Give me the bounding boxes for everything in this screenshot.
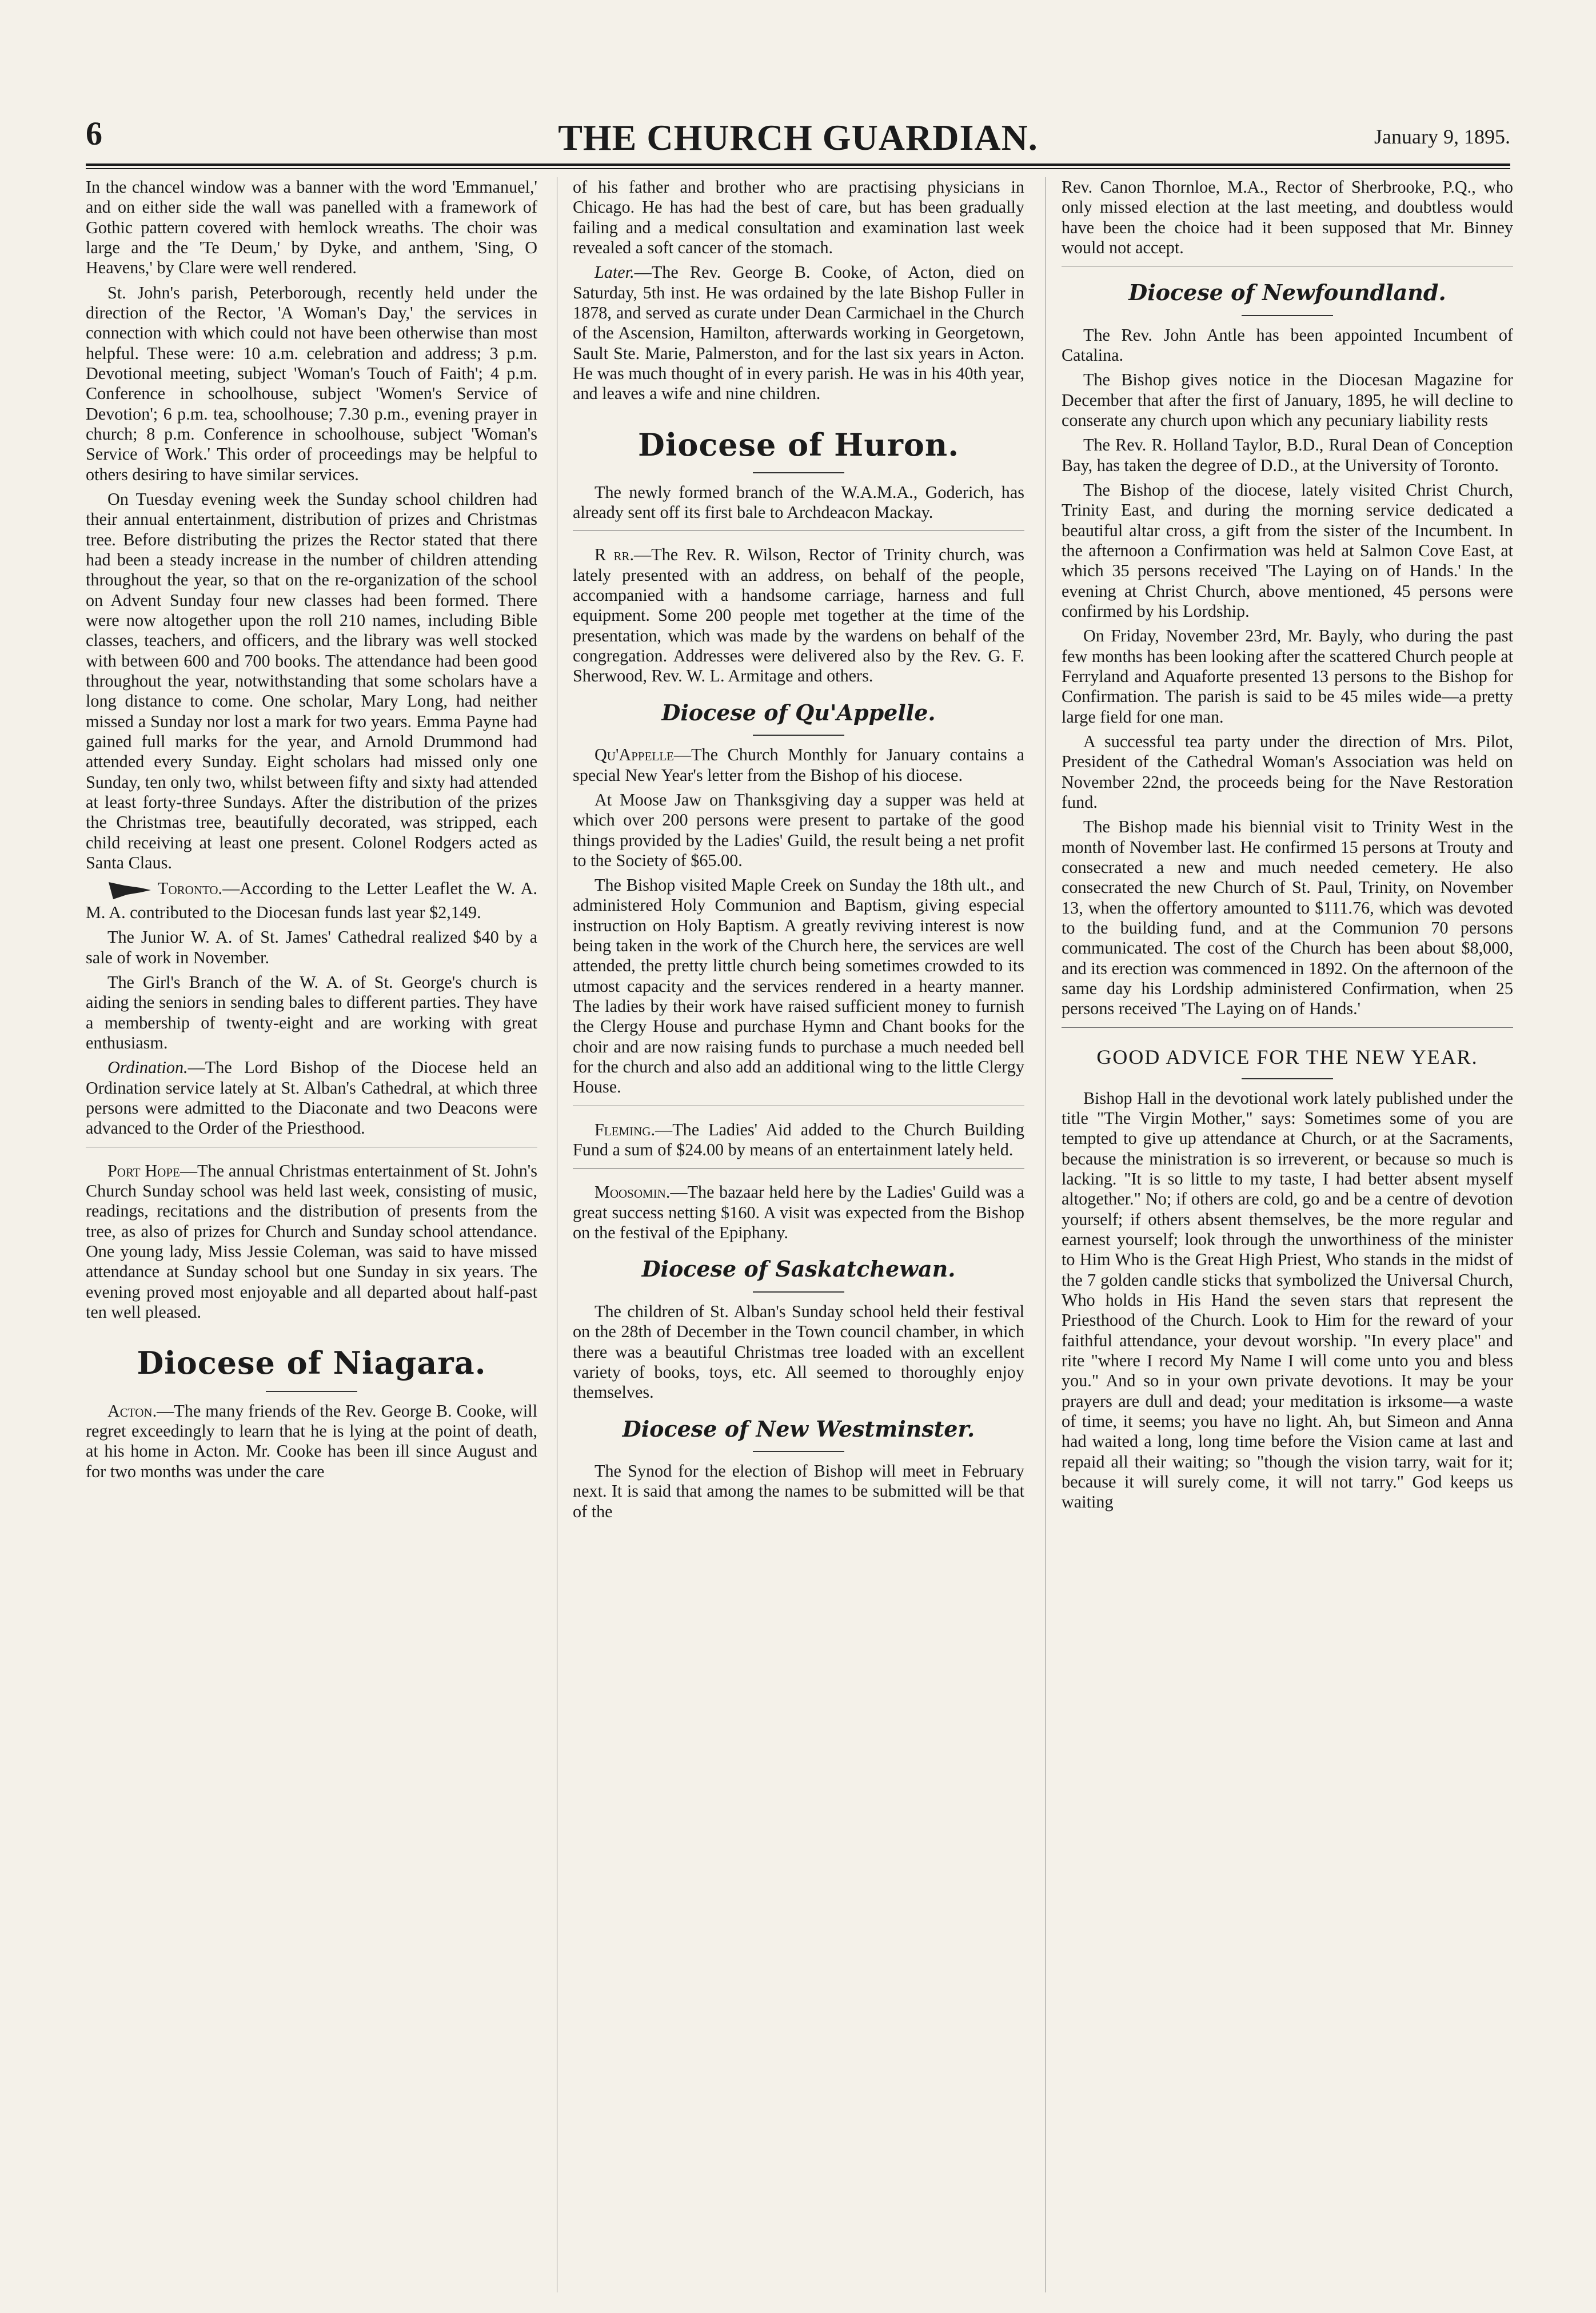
paragraph: The Girl's Branch of the W. A. of St. George's church is aiding the seniors in sending bales to different parties. They have a membership of twenty-eight and are working with great enthusiasm. (86, 972, 537, 1053)
section-divider (1062, 1027, 1513, 1028)
paragraph (573, 545, 1024, 686)
paragraph: The Bishop gives notice in the Diocesan Magazine for December that after the first of January, 1895, he will decline to conserate any church upon which any pecuniary liability rests (1062, 370, 1513, 430)
section-heading-good-advice: GOOD ADVICE FOR THE NEW YEAR. (1096, 1045, 1478, 1068)
masthead-rule-thin (86, 168, 1510, 169)
paragraph: On Tuesday evening week the Sunday school children had their annual entertainment, distribution of prizes and Christmas tree. Before distributing the prizes the Rector stated that there had been a steady increase in the number of children attending throughout the year, so that on the re-organization of the school on Advent Sunday four new classes had been formed. There were now altogether upon the roll 210 names, including Bible classes, teachers, and officers, and the library was well stocked with between 600 and 700 books. The attendance had been good throughout the year, notwithstanding that some scholars have a long distance to come. One scholar, Mary Long, had neither missed a Sunday nor lost a mark for two years. Emma Payne had gained full marks for the year, and Arnold Drummond had attended every Sunday. Eight scholars had missed only one Sunday, ten only two, whilst between fifty and sixty had attended at least forty-three Sundays. After the distribution of the prizes the Christmas tree, beautifully decorated, was stripped, each child receiving at least one present. Colonel Rodgers acted as Santa Claus. (86, 489, 537, 872)
paragraph: Rev. Canon Thornloe, M.A., Rector of Sherbrooke, P.Q., who only missed election at the last meeting, and doubtless would have been the choice had it been supposed that Mr. Binney would not accept. (1062, 177, 1513, 257)
heading-rule (1242, 315, 1333, 316)
paragraph-lead: Qu'Appelle (594, 745, 674, 765)
paragraph-lead: Ordination. (107, 1058, 188, 1078)
paragraph: The Bishop made his biennial visit to Trinity West in the month of November last. He confirmed 15 persons at Trouty and consecrated a new and much needed cemetery. He also consecrated the new Church of St. Paul, Trinity, on November 13, when the offertory amounted to $111.76, which was devoted to the building fund, and at the Communion 70 persons communicated. The cost of the Church has been about $8,000, and its erection was commenced in 1892. On the afternoon of the same day his Lordship administered Confirmation, when 25 persons received 'The Laying on of Hands.' (1062, 817, 1513, 1019)
column-3 (1062, 177, 1513, 2298)
section-divider (573, 1168, 1024, 1169)
section-heading-quappelle: Diocese of Qu'Appelle. (661, 699, 936, 725)
paragraph: At Moose Jaw on Thanksgiving day a supper was held at which over 200 persons were present to partake of the good things provided by the Ladies' Guild, the result being a net profit to the Society of $65.00. (573, 789, 1024, 870)
paragraph: The Junior W. A. of St. James' Cathedral realized $40 by a sale of work in November. (86, 927, 537, 967)
paragraph (573, 1182, 1024, 1243)
paragraph: The Rev. R. Holland Taylor, B.D., Rural Dean of Conception Bay, has taken the degree of D.D., at the University of Toronto. (1062, 435, 1513, 475)
paragraph: The Rev. John Antle has been appointed Incumbent of Catalina. (1062, 325, 1513, 365)
paragraph (86, 1401, 537, 1482)
paragraph-lead: Moosomin. (594, 1182, 671, 1202)
section-heading-saskatchewan: Diocese of Saskatchewan. (641, 1256, 956, 1282)
paragraph: The children of St. Alban's Sunday school held their festival on the 28th of December in the Town council chamber, in which there was a beautiful Christmas tree loaded with an excellent variety of books, toys, etc. All seemed to thoroughly enjoy themselves. (573, 1301, 1024, 1402)
issue-date: January 9, 1895. (1374, 125, 1510, 148)
column-1 (86, 177, 537, 2298)
paragraph-lead: Port Hope (107, 1161, 180, 1181)
paragraph-text: —The Rev. R. Wilson, Rector of Trinity church, was lately presented with an address, on behalf of the people, accompanied with a handsome carriage, harness and full equipment. Some 200 people met together at the time of the presentation, which was made by the wardens on behalf of the congregation. Addresses were delivered also by the Rev. G. F. Sherwood, Rev. W. L. Armitage and others. (573, 545, 1024, 686)
paragraph: In the chancel window was a banner with the word 'Emmanuel,' and on either side the wall was panelled with a framework of Gothic pattern covered with hemlock wreaths. The choir was large and the 'Te Deum,' by Dyke, and anthem, 'Sing, O Heavens,' by Clare were well rendered. (86, 177, 537, 278)
section-heading-niagara: Diocese of Niagara. (137, 1345, 486, 1382)
masthead-rule (86, 163, 1510, 166)
heading-rule (753, 472, 844, 473)
paragraph: On Friday, November 23rd, Mr. Bayly, who during the past few months has been looking after the scattered Church people at Ferryland and Aquaforte presented 13 persons to the Bishop for Confirmation. The parish is said to be 45 miles wide—a pretty large field for one man. (1062, 626, 1513, 727)
pointing-hand-icon (107, 878, 153, 903)
paragraph-lead: R rr. (594, 545, 635, 565)
paragraph (573, 745, 1024, 785)
paragraph (86, 878, 537, 923)
newspaper-title: THE CHURCH GUARDIAN. (558, 117, 1038, 158)
paragraph (86, 1058, 537, 1138)
paragraph-lead: Fleming. (594, 1119, 655, 1139)
paragraph: St. John's parish, Peterborough, recently held under the direction of the Rector, 'A Woman's Day,' the services in connection with which could not have been otherwise than most helpful. These were: 10 a.m. celebration and address; 3 p.m. Devotional meeting, subject 'Woman's Touch of Faith'; 4 p.m. Conference in schoolhouse, subject 'Women's Service of Devotion'; 6 p.m. tea, schoolhouse; 7.30 p.m., evening prayer in church; 8 p.m. Conference in schoolhouse, subject 'Woman's Service of Work.' This order of proceedings may be helpful to others desiring to have similar services. (86, 282, 537, 484)
column-2 (573, 177, 1024, 2298)
paragraph-text: —The Rev. George B. Cooke, of Acton, died on Saturday, 5th inst. He was ordained by the late Bishop Fuller in 1878, and served as curate under Dean Carmichael in the Church of the Ascension, Hamilton, afterwards working in Georgetown, Sault Ste. Marie, Palmerston, and for the last six years in Acton. He was much thought of in every parish. He was in his 40th year, and leaves a wife and nine children. (573, 262, 1024, 404)
paragraph: Bishop Hall in the devotional work lately published under the title "The Virgin Mother," says: Sometimes some of you are tempted to give up attendance at Church, or at the Sacraments, because the ministration is so irreverent, or because so much is lacking. "It is so little to my taste, I had better absent myself altogether." No; if others are cold, go and be a centre of devotion yourself; if others absent themselves, be the more regular and earnest yourself; look through the unworthiness of the minister to Him Who is the Great High Priest, Who stands in the midst of the 7 golden candle sticks that symbolized the Universal Church, Who holds in His Hand the seven stars that represent the Priesthood of the Church. Look to Him for the reward of your faithful attendance, your devout worship. "In every place" and rite "where I record My Name I will come unto you and bless you." And so in your own private devotions. It may be your prayers are dull and dead; your meditation is irksome—a waste of time, it seems; you have no light. Ah, but Simeon and Anna had waited a long, long time before the Vision came at last and repaid all their waiting; so "though the vision tarry, wait for it; because it will surely come, it will not tarry." God keeps us waiting (1062, 1088, 1513, 1512)
paragraph-text: —The annual Christmas entertainment of St. John's Church Sunday school was held last week, consisting of music, readings, recitations and the distribution of presents from the tree, as also of prizes for Church and Sunday school attendance. One young lady, Miss Jessie Coleman, was said to have missed attendance at Sunday school but one Sunday in six years. The evening proved most enjoyable and all departed about half-past ten well pleased. (86, 1161, 537, 1322)
section-heading-new-westminster: Diocese of New Westminster. (622, 1415, 975, 1442)
paragraph (573, 262, 1024, 404)
paragraph-text: —The Ladies' Aid added to the Church Building Fund a sum of $24.00 by means of an entertainment lately held. (573, 1119, 1024, 1160)
paragraph-lead: Acton. (107, 1401, 157, 1421)
paragraph: A successful tea party under the direction of Mrs. Pilot, President of the Cathedral Woman's Association was held on November 22nd, the proceeds being for the Nave Restoration fund. (1062, 732, 1513, 812)
paragraph-text: —According to the Letter Leaflet the W. A. M. A. contributed to the Diocesan funds last year $2,149. (86, 879, 537, 923)
paragraph: The Bishop of the diocese, lately visited Christ Church, Trinity East, and during the morning service dedicated a beautiful altar cross, a gift from the sister of the Incumbent. In the afternoon a Confirmation was held at Salmon Cove East, at which 35 persons received 'The Laying on of Hands.' In the evening at Christ Church, above mentioned, 45 persons were confirmed by his Lordship. (1062, 480, 1513, 621)
section-heading-newfoundland: Diocese of Newfoundland. (1128, 280, 1446, 306)
paragraph-lead: Toronto. (158, 879, 223, 899)
paragraph-text: —The Lord Bishop of the Diocese held an Ordination service lately at St. Alban's Cathedral, at which three persons were admitted to the Diaconate and two Deacons were advanced to the Order of the Priesthood. (86, 1058, 537, 1138)
paragraph: of his father and brother who are practising physicians in Chicago. He has had the best of care, but has been gradually failing and a medical consultation and examination last week revealed a soft cancer of the stomach. (573, 177, 1024, 257)
paragraph: The Bishop visited Maple Creek on Sunday the 18th ult., and administered Holy Communion and Baptism, giving especial instruction on Holy Baptism. A greatly reviving interest is now being taken in the work of the Church here, the services are well attended, the pretty little church being sometimes crowded to its utmost capacity and the services rendered in a hearty manner. The ladies by their work have raised sufficient money to furnish the Clergy House and purchase Hymn and Chant books for the choir and are now raising funds to purchase a much needed bell for the church and also add an additional wing to the little Clergy House. (573, 875, 1024, 1097)
paragraph-text: —The many friends of the Rev. George B. Cooke, will regret exceedingly to learn that he is lying at the point of death, at his home in Acton. Mr. Cooke has been ill since August and for two months was under the care (86, 1401, 537, 1481)
heading-rule (266, 1391, 357, 1392)
paragraph: The newly formed branch of the W.A.M.A., Goderich, has already sent off its first bale to Archdeacon Mackay. (573, 482, 1024, 523)
paragraph-text: —The Church Monthly for January contains a special New Year's letter from the Bishop of his diocese. (573, 745, 1024, 785)
paragraph-lead: Later. (594, 262, 635, 282)
heading-rule (753, 1451, 844, 1452)
paragraph (86, 1161, 537, 1323)
heading-rule (1242, 1078, 1333, 1079)
heading-rule (753, 1291, 844, 1293)
section-heading-huron: Diocese of Huron. (637, 426, 959, 463)
masthead (86, 114, 1510, 160)
page-number: 6 (86, 115, 102, 152)
paragraph (573, 1120, 1024, 1161)
heading-rule (753, 735, 844, 736)
paragraph: The Synod for the election of Bishop will meet in February next. It is said that among the names to be submitted will be that of the (573, 1461, 1024, 1521)
paragraph-text: —The bazaar held here by the Ladies' Guild was a great success netting $160. A visit was expected from the Bishop on the festival of the Epiphany. (573, 1182, 1024, 1243)
